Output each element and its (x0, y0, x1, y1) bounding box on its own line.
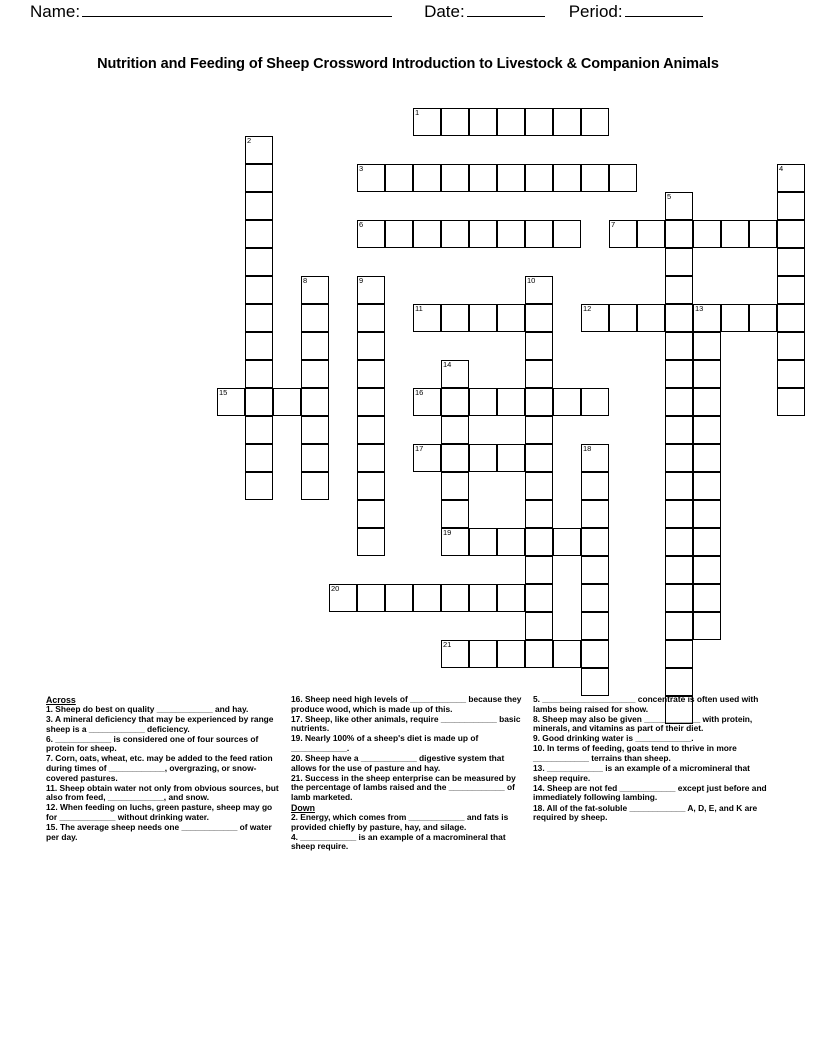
crossword-cell[interactable] (581, 556, 609, 584)
crossword-cell[interactable] (693, 500, 721, 528)
clue-item: 18. All of the fat-soluble ____________ A, D, E, and K are required by sheep. (533, 802, 758, 823)
clue-item: 8. Sheep may also be given ____________ with protein, minerals, and vitamins as part of their diet. (533, 713, 753, 734)
clue-item: 10. In terms of feeding, goats tend to thrive in more ____________ terrains than sheep. (533, 743, 737, 764)
crossword-cell[interactable] (777, 192, 805, 220)
clue-item: 7. Corn, oats, wheat, etc. may be added to the feed ration during times of ____________, overgrazing, or snow-covered pastures. (46, 753, 273, 783)
clue-item: 17. Sheep, like other animals, require ____________ basic nutrients. (291, 713, 521, 734)
clue-item: 12. When feeding on luchs, green pasture, sheep may go for ____________ without drinking water. (46, 802, 273, 823)
crossword-cell[interactable] (357, 360, 385, 388)
crossword-cell[interactable] (245, 332, 273, 360)
crossword-cell[interactable] (777, 276, 805, 304)
cell-number: 13 (695, 304, 704, 313)
crossword-cell[interactable] (441, 500, 469, 528)
crossword-cell[interactable] (581, 640, 609, 668)
crossword-cell[interactable] (609, 164, 637, 192)
clue-item: 6. ____________ is considered one of four sources of protein for sheep. (46, 733, 259, 754)
crossword-cell[interactable] (553, 164, 581, 192)
crossword-cell[interactable] (665, 276, 693, 304)
crossword-cell[interactable] (693, 220, 721, 248)
crossword-cell[interactable] (525, 556, 553, 584)
crossword-cell[interactable] (301, 416, 329, 444)
crossword-cell[interactable] (749, 304, 777, 332)
crossword-cell[interactable] (553, 388, 581, 416)
crossword-cell[interactable] (665, 640, 693, 668)
crossword-cell[interactable] (581, 304, 609, 332)
crossword-cell[interactable] (497, 304, 525, 332)
crossword-cell[interactable] (777, 388, 805, 416)
crossword-cell[interactable] (525, 528, 553, 556)
cell-number: 11 (415, 304, 423, 313)
crossword-cell[interactable] (245, 444, 273, 472)
crossword-cell[interactable] (469, 164, 497, 192)
cell-number: 15 (219, 388, 228, 397)
cell-number: 1 (415, 108, 420, 117)
cell-number: 19 (443, 528, 452, 537)
crossword-cell[interactable] (413, 108, 441, 136)
crossword-cell[interactable] (525, 388, 553, 416)
crossword-cell[interactable] (693, 612, 721, 640)
crossword-cell[interactable] (749, 220, 777, 248)
crossword-cell[interactable] (245, 276, 273, 304)
crossword-cell[interactable] (665, 556, 693, 584)
date-label: Date: (424, 2, 465, 21)
crossword-cell[interactable] (301, 304, 329, 332)
crossword-cell[interactable] (581, 668, 609, 696)
crossword-cell[interactable] (497, 528, 525, 556)
crossword-cell[interactable] (581, 612, 609, 640)
crossword-cell[interactable] (357, 500, 385, 528)
clue-item: 4. ____________ is an example of a macromineral that sheep require. (291, 831, 506, 852)
crossword-cell[interactable] (665, 668, 693, 696)
crossword-cell[interactable] (581, 108, 609, 136)
crossword-cell[interactable] (665, 612, 693, 640)
crossword-cell[interactable] (245, 416, 273, 444)
crossword-cell[interactable] (693, 332, 721, 360)
crossword-cell[interactable] (581, 472, 609, 500)
crossword-cell[interactable] (301, 276, 329, 304)
crossword-cell[interactable] (525, 472, 553, 500)
crossword-cell[interactable] (553, 640, 581, 668)
crossword-cell[interactable] (665, 444, 693, 472)
crossword-cell[interactable] (777, 220, 805, 248)
crossword-cell[interactable] (693, 472, 721, 500)
cell-number: 14 (443, 360, 452, 369)
period-label: Period: (568, 2, 623, 21)
crossword-cell[interactable] (777, 248, 805, 276)
crossword-cell[interactable] (525, 444, 553, 472)
cell-number: 20 (331, 584, 340, 593)
crossword-cell[interactable] (665, 304, 693, 332)
crossword-cell[interactable] (637, 304, 665, 332)
cell-number: 16 (415, 388, 424, 397)
crossword-cell[interactable] (413, 164, 441, 192)
crossword-cell[interactable] (525, 584, 553, 612)
crossword-cell[interactable] (469, 388, 497, 416)
clue-item: 14. Sheep are not fed ____________ except just before and immediately following lambing. (533, 782, 767, 803)
crossword-cell[interactable] (357, 304, 385, 332)
cell-number: 10 (527, 276, 536, 285)
crossword-cell[interactable] (581, 528, 609, 556)
crossword-cell[interactable] (665, 500, 693, 528)
cell-number: 6 (359, 220, 364, 229)
crossword-cell[interactable] (469, 584, 497, 612)
clue-item: 16. Sheep need high levels of ____________ because they produce wood, which is made up of this. (291, 694, 522, 714)
crossword-cell[interactable] (693, 584, 721, 612)
crossword-cell[interactable] (525, 164, 553, 192)
crossword-cell[interactable] (357, 472, 385, 500)
date-input-line[interactable] (467, 2, 545, 17)
crossword-cell[interactable] (469, 444, 497, 472)
cell-number: 21 (443, 640, 452, 649)
crossword-cell[interactable] (581, 444, 609, 472)
crossword-cell[interactable] (413, 444, 441, 472)
crossword-cell[interactable] (665, 528, 693, 556)
crossword-cell[interactable] (357, 444, 385, 472)
crossword-cell[interactable] (441, 472, 469, 500)
crossword-cell[interactable] (777, 304, 805, 332)
clue-item: 13. ____________ is an example of a micromineral that sheep require. (533, 763, 750, 783)
crossword-cell[interactable] (413, 220, 441, 248)
crossword-cell[interactable] (665, 360, 693, 388)
cell-number: 3 (359, 164, 364, 173)
cell-number: 7 (611, 220, 616, 229)
student-info-header (30, 2, 786, 22)
crossword-cell[interactable] (357, 584, 385, 612)
crossword-cell[interactable] (301, 332, 329, 360)
clue-item: 21. Success in the sheep enterprise can be measured by the percentage of lambs raised and the ____________ of lamb marketed. (291, 772, 516, 802)
crossword-cell[interactable] (469, 304, 497, 332)
clue-item: 5. ____________________ concentrate is often used with lambs being raised for show. (533, 694, 759, 714)
crossword-cell[interactable] (357, 276, 385, 304)
crossword-cell[interactable] (525, 108, 553, 136)
clue-item: 9. Good drinking water is ____________. (533, 733, 694, 744)
crossword-cell[interactable] (721, 220, 749, 248)
crossword-cell[interactable] (665, 388, 693, 416)
cell-number: 2 (247, 136, 252, 145)
crossword-cell[interactable] (245, 192, 273, 220)
crossword-cell[interactable] (525, 640, 553, 668)
down-heading: Down (291, 803, 315, 814)
crossword-cell[interactable] (525, 416, 553, 444)
crossword-cell[interactable] (497, 584, 525, 612)
crossword-cell[interactable] (245, 388, 273, 416)
crossword-cell[interactable] (469, 528, 497, 556)
crossword-cell[interactable] (441, 584, 469, 612)
crossword-cell[interactable] (581, 388, 609, 416)
name-input-line[interactable] (82, 2, 392, 17)
crossword-cell[interactable] (441, 220, 469, 248)
crossword-cell[interactable] (441, 640, 469, 668)
crossword-cell[interactable] (301, 472, 329, 500)
clue-item: 15. The average sheep needs one ____________ of water per day. (46, 822, 272, 842)
cell-number: 4 (779, 164, 784, 173)
crossword-cell[interactable] (777, 360, 805, 388)
crossword-cell[interactable] (245, 360, 273, 388)
crossword-cell[interactable] (413, 388, 441, 416)
crossword-cell[interactable] (441, 304, 469, 332)
clue-item: 11. Sheep obtain water not only from obvious sources, but also from feed, ____________, and snow. (46, 782, 279, 803)
crossword-cell[interactable] (693, 388, 721, 416)
clue-item: 19. Nearly 100% of a sheep's diet is made up of ____________. (291, 733, 479, 753)
clue-column-3 (533, 695, 776, 823)
crossword-cell[interactable] (525, 276, 553, 304)
across-heading: Across (46, 695, 76, 705)
crossword-cell[interactable] (357, 220, 385, 248)
crossword-cell[interactable] (525, 304, 553, 332)
crossword-cell[interactable] (665, 416, 693, 444)
crossword-cell[interactable] (693, 444, 721, 472)
clue-item: 1. Sheep do best on quality ____________ and hay. (46, 704, 249, 714)
page-title: Nutrition and Feeding of Sheep Crossword Introduction to Livestock & Companion Animals (97, 56, 719, 72)
crossword-cell[interactable] (665, 248, 693, 276)
crossword-cell[interactable] (413, 304, 441, 332)
crossword-cell[interactable] (497, 164, 525, 192)
crossword-cell[interactable] (497, 220, 525, 248)
crossword-cell[interactable] (553, 108, 581, 136)
clue-list (46, 695, 776, 945)
crossword-cell[interactable] (441, 416, 469, 444)
crossword-cell[interactable] (441, 528, 469, 556)
crossword-cell[interactable] (777, 164, 805, 192)
crossword-cell[interactable] (497, 444, 525, 472)
crossword-cell[interactable] (609, 220, 637, 248)
crossword-cell[interactable] (245, 472, 273, 500)
name-label: Name: (30, 2, 81, 21)
crossword-cell[interactable] (357, 332, 385, 360)
crossword-cell[interactable] (245, 136, 273, 164)
crossword-cell[interactable] (357, 528, 385, 556)
crossword-cell[interactable] (609, 304, 637, 332)
crossword-cell[interactable] (245, 164, 273, 192)
crossword-cell[interactable] (385, 220, 413, 248)
crossword-cell[interactable] (553, 220, 581, 248)
crossword-cell[interactable] (777, 332, 805, 360)
crossword-cell[interactable] (525, 500, 553, 528)
crossword-cell[interactable] (721, 304, 749, 332)
crossword-grid (0, 108, 816, 698)
period-input-line[interactable] (625, 2, 703, 17)
crossword-cell[interactable] (441, 360, 469, 388)
crossword-cell[interactable] (245, 248, 273, 276)
cell-number: 17 (415, 444, 424, 453)
crossword-cell[interactable] (637, 220, 665, 248)
crossword-cell[interactable] (665, 220, 693, 248)
crossword-cell[interactable] (497, 108, 525, 136)
crossword-cell[interactable] (273, 388, 301, 416)
crossword-cell[interactable] (245, 220, 273, 248)
crossword-cell[interactable] (301, 388, 329, 416)
crossword-cell[interactable] (385, 164, 413, 192)
crossword-cell[interactable] (497, 388, 525, 416)
cell-number: 9 (359, 276, 364, 285)
crossword-cell[interactable] (525, 612, 553, 640)
crossword-cell[interactable] (301, 444, 329, 472)
clue-item: 2. Energy, which comes from ____________ and fats is provided chiefly by pasture, hay, and silage. (291, 812, 509, 832)
crossword-cell[interactable] (665, 472, 693, 500)
clue-item: 20. Sheep have a ____________ digestive system that allows for the use of pasture and hay. (291, 753, 505, 773)
crossword-cell[interactable] (693, 528, 721, 556)
crossword-cell[interactable] (665, 332, 693, 360)
crossword-cell[interactable] (469, 220, 497, 248)
cell-number: 5 (667, 192, 672, 201)
crossword-cell[interactable] (441, 164, 469, 192)
crossword-cell[interactable] (441, 108, 469, 136)
cell-number: 18 (583, 444, 592, 453)
crossword-cell[interactable] (469, 640, 497, 668)
clue-item: 3. A mineral deficiency that may be experienced by range sheep is a ____________ deficiency. (46, 714, 274, 734)
crossword-cell[interactable] (385, 584, 413, 612)
clue-column-2 (291, 695, 523, 852)
crossword-cell[interactable] (693, 416, 721, 444)
crossword-cell[interactable] (665, 192, 693, 220)
crossword-cell[interactable] (665, 584, 693, 612)
crossword-cell[interactable] (525, 220, 553, 248)
crossword-cell[interactable] (525, 332, 553, 360)
crossword-cell[interactable] (441, 388, 469, 416)
crossword-cell[interactable] (693, 360, 721, 388)
crossword-cell[interactable] (245, 304, 273, 332)
crossword-cell[interactable] (553, 528, 581, 556)
crossword-cell[interactable] (357, 416, 385, 444)
crossword-cell[interactable] (525, 360, 553, 388)
crossword-cell[interactable] (217, 388, 245, 416)
crossword-cell[interactable] (329, 584, 357, 612)
cell-number: 12 (583, 304, 592, 313)
cell-number: 8 (303, 276, 308, 285)
crossword-cell[interactable] (413, 584, 441, 612)
crossword-cell[interactable] (693, 556, 721, 584)
crossword-cell[interactable] (441, 444, 469, 472)
crossword-cell[interactable] (357, 164, 385, 192)
crossword-cell[interactable] (693, 304, 721, 332)
crossword-cell[interactable] (581, 584, 609, 612)
crossword-cell[interactable] (581, 164, 609, 192)
crossword-cell[interactable] (497, 640, 525, 668)
clue-column-1 (46, 695, 284, 843)
crossword-cell[interactable] (357, 388, 385, 416)
crossword-cell[interactable] (469, 108, 497, 136)
crossword-cell[interactable] (301, 360, 329, 388)
crossword-cell[interactable] (581, 500, 609, 528)
